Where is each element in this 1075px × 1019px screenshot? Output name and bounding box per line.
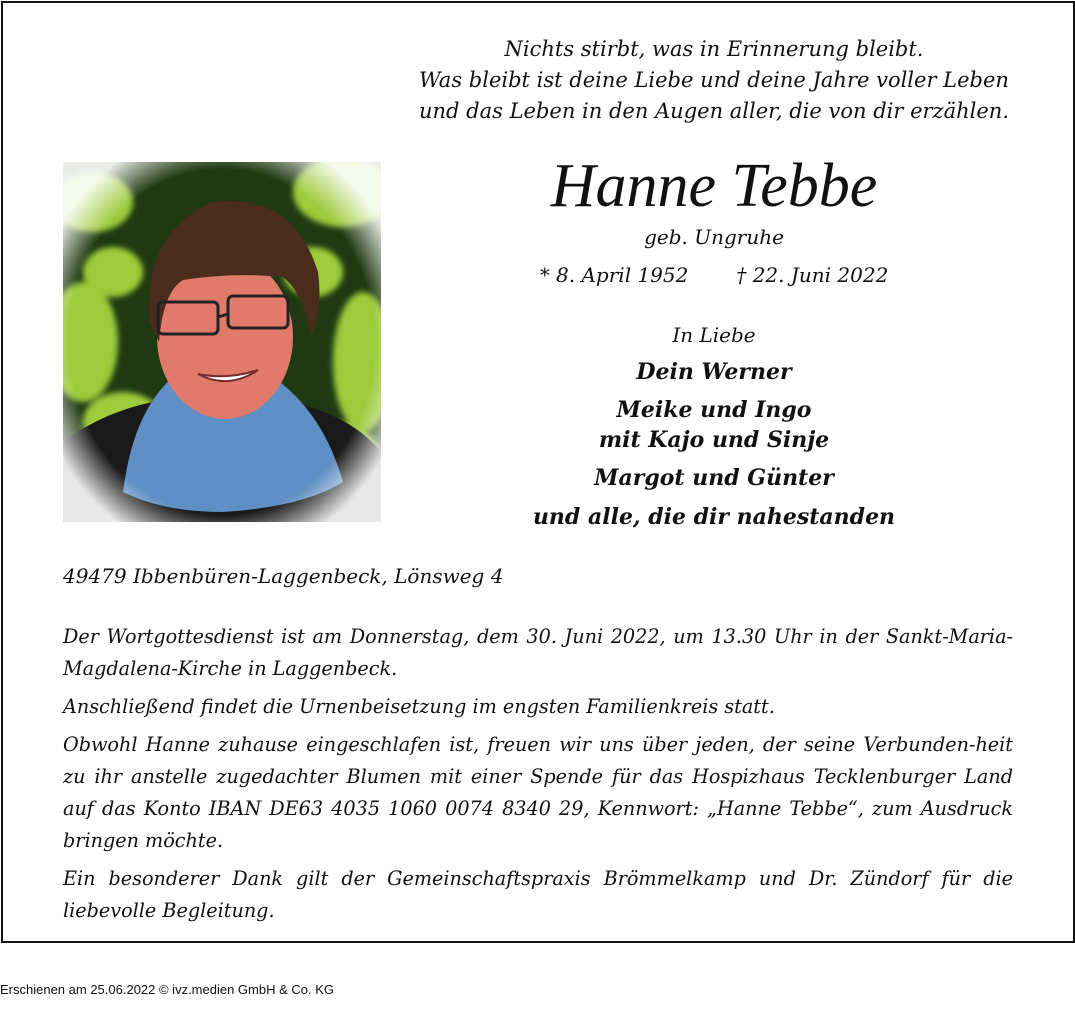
mourner-line: und alle, die dir nahestanden (532, 504, 896, 530)
maiden-name: geb. Ungruhe (644, 225, 784, 249)
mourner-line: mit Kajo und Sinje (598, 427, 830, 453)
mourner-line: Meike und Ingo (616, 397, 812, 423)
deceased-name: Hanne Tebbe (550, 152, 878, 220)
paragraph: Ein besonderer Dank gilt der Gemeinschaftspraxis Brömmelkamp und Dr. Zündorf für die liebevolle Begleitung. (63, 867, 1013, 922)
memorial-quote (400, 34, 1028, 127)
portrait-photo (63, 162, 381, 522)
life-dates (400, 261, 1028, 289)
mourners-list (400, 357, 1028, 532)
quote-line: Nichts stirbt, was in Erinnerung bleibt. (504, 37, 924, 61)
birth-date: * 8. April 1952 (539, 263, 689, 287)
paragraph: Anschließend findet die Urnenbeisetzung im engsten Familienkreis statt. (63, 695, 775, 718)
mourners-intro: In Liebe (672, 323, 756, 347)
publication-footer: Erschienen am 25.06.2022 © ivz.medien GmbH & Co. KG (0, 982, 335, 997)
portrait-illustration (63, 162, 381, 522)
quote-line: Was bleibt ist deine Liebe und deine Jahre voller Leben (419, 68, 1009, 92)
mourner-line: Margot und Günter (594, 465, 834, 491)
quote-line: und das Leben in den Augen aller, die von dir erzählen. (419, 99, 1009, 123)
death-date: † 22. Juni 2022 (736, 263, 889, 287)
paragraph: Obwohl Hanne zuhause eingeschlafen ist, freuen wir uns über jeden, der seine Verbunden-heit zu ihr anstelle zugedachter Blumen mit einer Spende für das Hospizhaus Tecklenburger Land auf das Konto IBAN DE63 4035 1060 0074 8340 29, Kennwort: „Hanne Tebbe“, zum Ausdruck bringen möchte. (63, 733, 1013, 852)
service-information (63, 621, 1013, 933)
mourner-line: Dein Werner (636, 359, 792, 385)
family-address: 49479 Ibbenbüren-Laggenbeck, Lönsweg 4 (63, 564, 504, 588)
paragraph: Der Wortgottesdienst ist am Donnerstag, dem 30. Juni 2022, um 13.30 Uhr in der Sankt-Maria-Magdalena-Kirche in Laggenbeck. (63, 625, 1013, 680)
